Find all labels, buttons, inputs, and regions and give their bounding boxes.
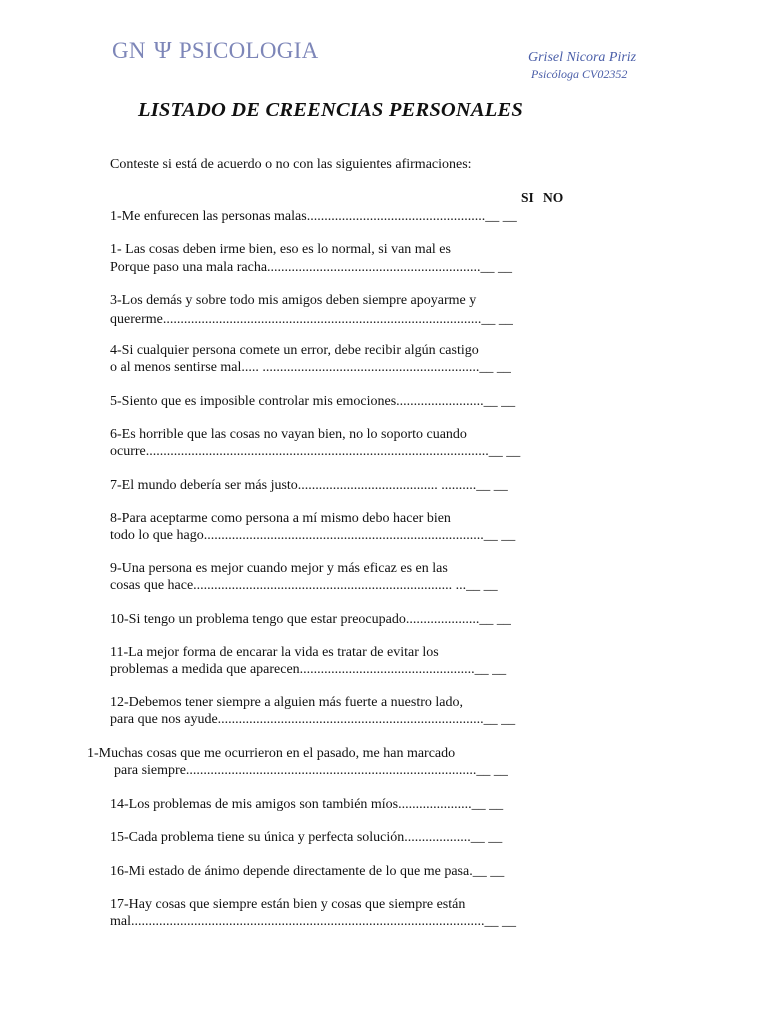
item-4-line-1: 4-Si cualquier persona comete un error, debe recibir algún castigo — [110, 343, 479, 358]
item-12-line-1: 12-Debemos tener siempre a alguien más fuerte a nuestro lado, — [110, 695, 463, 710]
item-14-line-1: 14-Los problemas de mis amigos son también míos.....................__ __ — [110, 797, 504, 812]
item-5-line-1: 5-Siento que es imposible controlar mis emociones.........................__ __ — [110, 394, 516, 409]
column-header-si: SI — [521, 190, 534, 205]
item-3-line-2: quererme...........................................................................................__ __ — [110, 312, 513, 327]
page-title: LISTADO DE CREENCIAS PERSONALES — [138, 99, 523, 121]
psi-icon: Ψ — [153, 38, 172, 64]
item-15-line-1: 15-Cada problema tiene su única y perfecta solución...................__ __ — [110, 830, 503, 845]
item-1-line-1: 1-Me enfurecen las personas malas...................................................__ __ — [110, 209, 517, 224]
logo — [112, 38, 319, 65]
logo-psicologia: PSICOLOGIA — [178, 38, 319, 63]
license-number: Psicóloga CV02352 — [531, 67, 628, 81]
item-17-line-2: mal.....................................................................................................__ __ — [110, 914, 516, 929]
logo-gn: GN — [112, 38, 146, 63]
author-name: Grisel Nicora Piriz — [528, 50, 637, 65]
item-17-line-1: 17-Hay cosas que siempre están bien y cosas que siempre están — [110, 897, 466, 912]
item-9-line-2: cosas que hace.......................................................................... ...__ __ — [110, 578, 498, 593]
item-3-line-1: 3-Los demás y sobre todo mis amigos deben siempre apoyarme y — [110, 293, 477, 308]
item-16-line-1: 16-Mi estado de ánimo depende directamente de lo que me pasa.__ __ — [110, 864, 505, 879]
item-13-line-2: para siempre...................................................................................__ __ — [114, 763, 508, 778]
item-12-line-2: para que nos ayude............................................................................__ __ — [110, 712, 516, 727]
item-8-line-2: todo lo que hago................................................................................__ __ — [110, 528, 516, 543]
item-6-line-1: 6-Es horrible que las cosas no vayan bien, no lo soporto cuando — [110, 427, 467, 442]
item-11-line-2: problemas a medida que aparecen..................................................__ __ — [110, 662, 507, 677]
item-2-line-1: 1- Las cosas deben irme bien, eso es lo normal, si van mal es — [110, 242, 451, 257]
item-10-line-1: 10-Si tengo un problema tengo que estar preocupado.....................__ __ — [110, 612, 511, 627]
item-11-line-1: 11-La mejor forma de encarar la vida es tratar de evitar los — [110, 645, 439, 660]
column-header-no: NO — [543, 190, 564, 205]
item-7-line-1: 7-El mundo debería ser más justo........................................ ..........__ __ — [110, 478, 508, 493]
item-2-line-2: Porque paso una mala racha.............................................................__ __ — [110, 260, 513, 275]
item-13-line-1: 1-Muchas cosas que me ocurrieron en el pasado, me han marcado — [87, 746, 456, 761]
item-6-line-2: ocurre..................................................................................................__ __ — [110, 444, 521, 459]
item-4-line-2: o al menos sentirse mal..... ..............................................................__ __ — [110, 360, 511, 375]
item-9-line-1: 9-Una persona es mejor cuando mejor y más eficaz es en las — [110, 561, 448, 576]
instructions: Conteste si está de acuerdo o no con las siguientes afirmaciones: — [110, 157, 472, 172]
item-8-line-1: 8-Para aceptarme como persona a mí mismo debo hacer bien — [110, 511, 451, 526]
